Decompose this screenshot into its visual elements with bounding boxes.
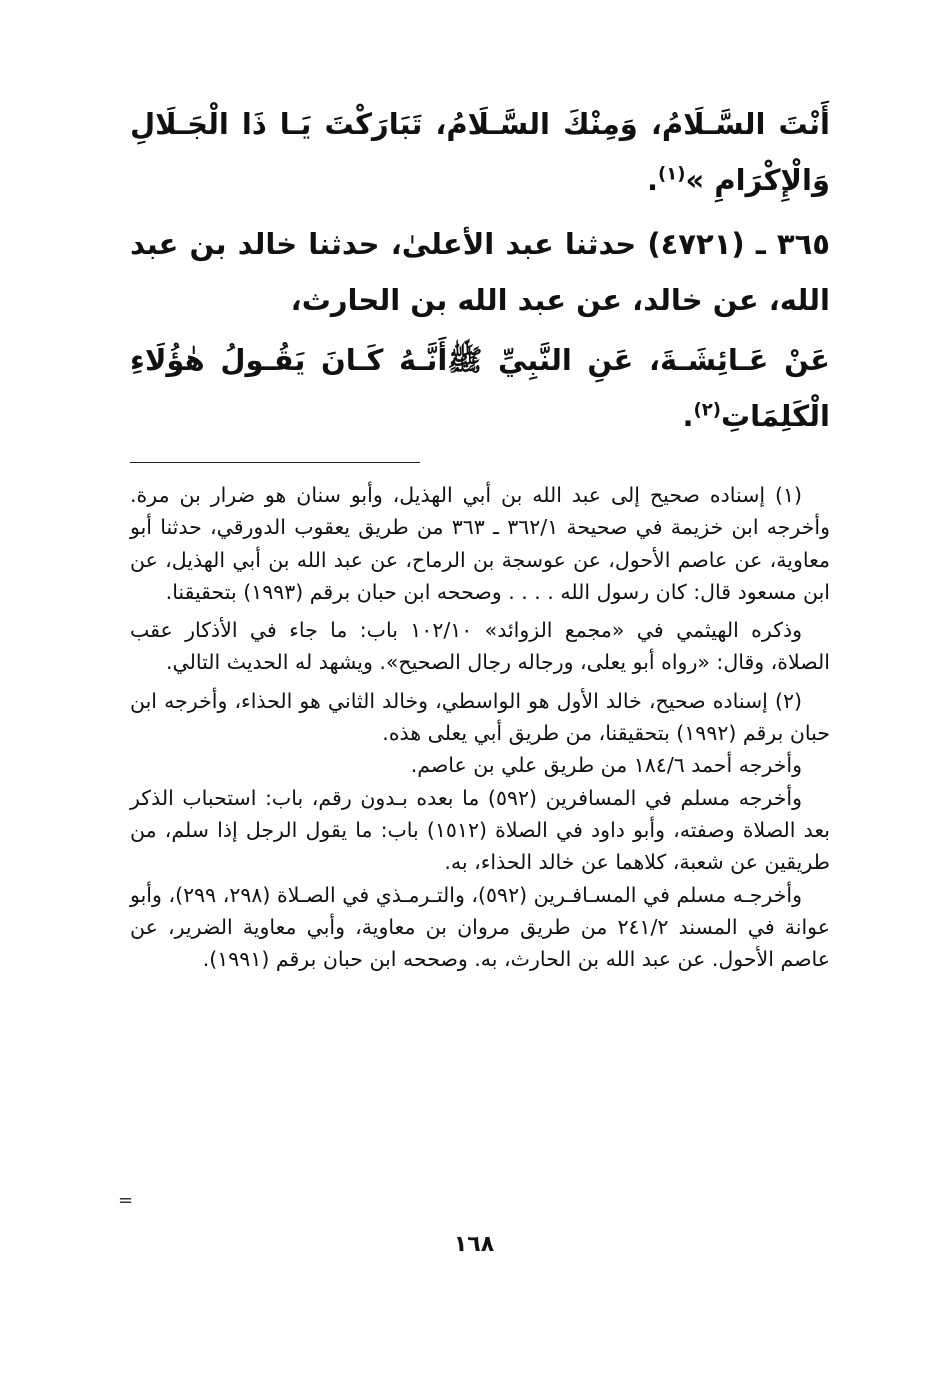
quote-text: أَنْتَ السَّـلَامُ، وَمِنْكَ السَّـلَامُ، تَبَارَكْتَ يَـا ذَا الْجَـلَالِ وَالْإِكْرَامِ » — [130, 107, 830, 197]
page-content — [130, 96, 830, 975]
footnotes — [130, 479, 830, 975]
hadith-chain: ٣٦٥ ـ (٤٧٢١) حدثنا عبد الأعلىٰ، حدثنا خالد بن عبد الله، عن خالد، عن عبد الله بن الحارث، — [130, 227, 831, 317]
footnote-2-muslim: وأخرجه مسلم في المسافرين (٥٩٢) ما بعده بـدون رقم، باب: استحباب الذكر بعد الصلاة وصفته، وأبو داود في الصلاة (١٥١٢) باب: ما يقول الرجل إذا سلم، من طريقين عن شعبة، كلاهما عن خالد الحذاء، به. — [130, 785, 830, 875]
footnote-1: (١) إسناده صحيح إلى عبد الله بن أبي الهذيل، وأبو سنان هو ضرار بن مرة. وأخرجه ابن خزيمة في صحيحة ٣٦٢/١ ـ ٣٦٣ من طريق يعقوب الدورقي، حدثنا أبو معاوية، عن عاصم الأحول، عن عوسجة بن الرماح، عن عبد الله بن أبي الهذيل، عن ابن مسعود قال: كان رسول الله . . . . وصححه ابن حبان برقم (١٩٩٣) بتحقيقنا. — [130, 483, 831, 604]
hadith-text: عَنْ عَـائِشَـةَ، عَنِ النَّبِيِّ ﷺأَنَّـهُ كَـانَ يَقُـولُ هٰؤُلَاءِ الْكَلِمَاتِ — [130, 343, 830, 433]
hadith-paragraph — [130, 332, 830, 444]
footnote-1-continued: وذكره الهيثمي في «مجمع الزوائد» ١٠٢/١٠ باب: ما جاء في الأذكار عقب الصلاة، وقال: «رواه أبو يعلى، ورجاله رجال الصحيح». ويشهد له الحديث التالي. — [130, 618, 830, 675]
quote-end: . — [647, 163, 659, 197]
footnote-2-ahmad: وأخرجه أحمد ١٨٤/٦ من طريق علي بن عاصم. — [410, 753, 802, 778]
footnote-ref-1: (١) — [658, 163, 686, 185]
footnote-2-tirmidhi: وأخرجـه مسلم في المسـافـرين (٥٩٢)، والتـرمـذي في الصـلاة (٢٩٨، ٢٩٩)، وأبو عوانة في المسند ٢٤١/٢ من طريق مروان بن معاوية، وأبي معاوية الضرير، عن عاصم الأحول. عن عبد الله بن الحارث، به. وصححه ابن حبان برقم (١٩٩١). — [130, 882, 830, 972]
footnote-separator — [130, 462, 420, 463]
quote-paragraph — [130, 96, 830, 208]
footnote-2: (٢) إسناده صحيح، خالد الأول هو الواسطي، وخالد الثاني هو الحذاء، وأخرجه ابن حبان برقم (١٩٩٢) بتحقيقنا، من طريق أبي يعلى هذه. — [130, 688, 830, 746]
footnote-ref-2: (٢) — [693, 399, 721, 421]
continuation-mark: = — [118, 1190, 134, 1211]
page-number: ١٦٨ — [453, 1232, 495, 1257]
main-text — [130, 96, 830, 444]
hadith-end: . — [682, 399, 694, 433]
